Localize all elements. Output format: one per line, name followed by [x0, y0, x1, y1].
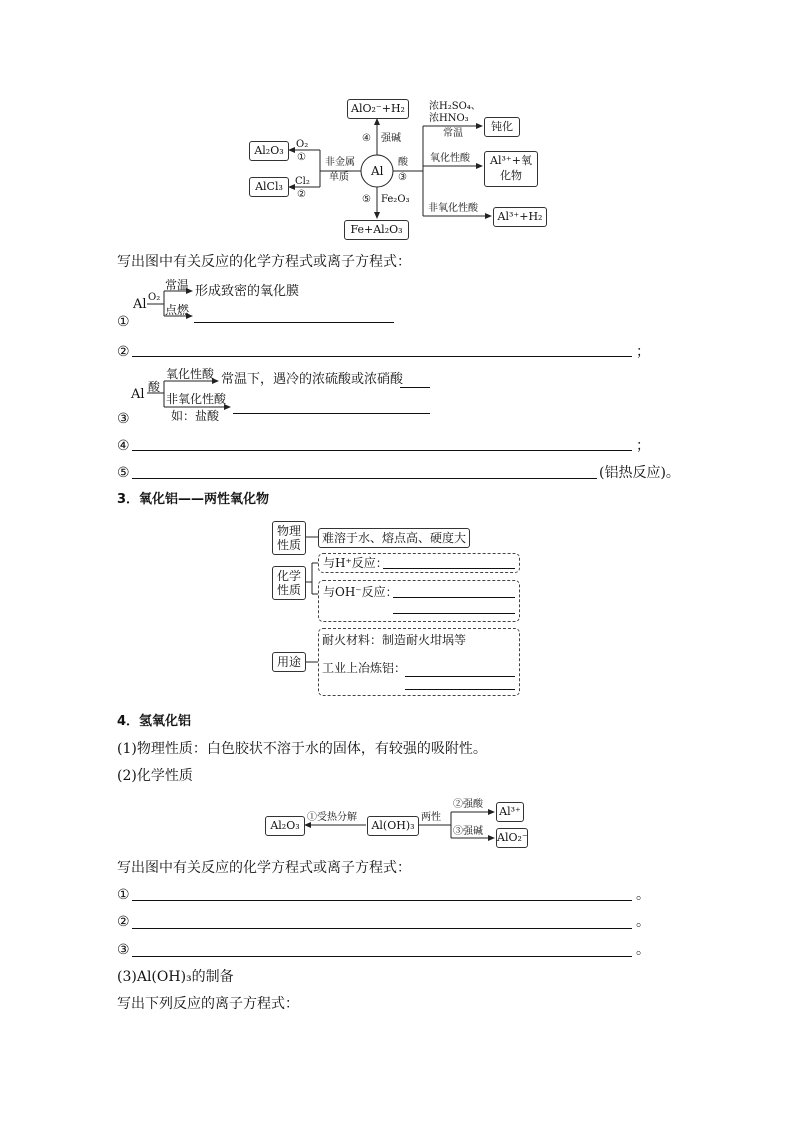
label-nonoxidizing-acid: 非氧化性酸: [428, 203, 478, 214]
answer-number: ②: [117, 344, 130, 360]
label-num-5: ⑤: [362, 194, 371, 205]
section-4-heading: 4．氢氧化铝: [117, 714, 192, 729]
o2-label: O₂: [148, 292, 161, 303]
thermite-note: (铝热反应)。: [599, 465, 680, 481]
compound-label: Al₂O₃: [270, 819, 300, 832]
ion-label: AlO₂⁻: [497, 831, 528, 844]
alumina-box: [265, 816, 305, 836]
ignite-label: 点燃: [165, 303, 190, 317]
normal-temp-label: 常温: [165, 278, 190, 292]
label-elemental: 单质: [329, 172, 349, 183]
example-hcl: 如：盐酸: [171, 409, 220, 423]
cold-concentrated-text: 常温下，遇冷的浓硫酸或浓硝酸: [221, 372, 404, 387]
strong-base-label: ③强碱: [453, 826, 483, 837]
label-strong-base: 强碱: [381, 133, 401, 144]
product-label-line2: 化物: [500, 169, 522, 182]
answer-number: ④: [117, 438, 130, 454]
aluminum-hydroxide-box: [367, 816, 419, 836]
aluminum-label: Al: [371, 164, 384, 178]
use-refractory: 耐火材料：制造耐火坩埚等: [322, 633, 467, 647]
acid-label: 酸: [148, 380, 161, 394]
label-text: 用途: [276, 655, 301, 669]
label-conc-sulfuric: 浓H₂SO₄、: [429, 101, 481, 112]
label-fe2o3: Fe₂O₃: [381, 194, 410, 205]
label-room-temp: 常温: [443, 128, 463, 139]
answer-blank-hydroxide-2[interactable]: [132, 928, 632, 929]
product-label: 钝化: [491, 120, 513, 133]
compound-label: Al(OH)₃: [371, 819, 415, 832]
semicolon: ；: [636, 438, 650, 454]
nonoxidizing-acid-label: 非氧化性酸: [166, 392, 227, 406]
al-symbol: Al: [131, 387, 145, 402]
semicolon: ；: [636, 344, 650, 360]
use-smelting: 工业上冶炼铝：: [322, 661, 407, 675]
preparation-heading: (3)Al(OH)₃的制备: [117, 969, 234, 985]
label-o2: O₂: [296, 139, 309, 150]
label-nonmetal: 非金属: [325, 157, 355, 168]
product-label: Al³⁺+H₂: [497, 210, 543, 223]
label-line1: 物理: [276, 524, 301, 538]
period: 。: [636, 942, 650, 958]
answer-number: ①: [117, 314, 130, 330]
react-h-label: 与H⁺反应：: [323, 556, 388, 570]
property-text: 难溶于水、熔点高、硬度大: [321, 531, 466, 545]
product-label: AlCl₃: [255, 180, 283, 193]
period: 。: [636, 914, 650, 930]
label-line1: 化学: [276, 569, 301, 583]
chemical-properties-heading: (2)化学性质: [117, 768, 193, 784]
label-num-2: ②: [297, 189, 306, 200]
dense-film-text: 形成致密的氧化膜: [195, 284, 300, 299]
product-label: AlO₂⁻+H₂: [351, 102, 405, 115]
product-label: Fe+Al₂O₃: [350, 223, 403, 236]
answer-number: ③: [117, 411, 130, 427]
al3-box: [496, 802, 524, 822]
label-acid: 酸: [398, 157, 408, 168]
aluminate-box: [496, 828, 528, 848]
section-3-heading: 3．氧化铝——两性氧化物: [117, 492, 270, 507]
answer-number: ⑤: [117, 465, 130, 481]
label-cl2: Cl₂: [295, 176, 310, 187]
strong-acid-label: ②强酸: [453, 799, 483, 810]
label-line2: 性质: [276, 583, 301, 597]
answer-number: ③: [117, 942, 130, 958]
label-conc-nitric: 浓HNO₃: [429, 113, 469, 124]
al-symbol: Al: [133, 297, 147, 312]
label-num-4: ④: [362, 133, 371, 144]
period: 。: [636, 887, 650, 903]
physical-properties: (1)物理性质：白色胶状不溶于水的固体，有较强的吸附性。: [117, 741, 487, 757]
label-num-1: ①: [297, 152, 306, 163]
instruction-text: 写出图中有关反应的化学方程式或离子方程式：: [117, 860, 411, 876]
product-label: Al₂O₃: [254, 144, 284, 157]
answer-blank-hydroxide-3[interactable]: [132, 956, 632, 957]
label-num-3: ③: [398, 172, 407, 183]
heat-decompose-label: ①受热分解: [307, 812, 357, 823]
oxidizing-acid-label: 氧化性酸: [166, 367, 215, 381]
instruction-text: 写出图中有关反应的化学方程式或离子方程式：: [117, 254, 411, 270]
answer-number: ②: [117, 914, 130, 930]
answer-blank-hydroxide-1[interactable]: [132, 900, 632, 901]
answer-number: ①: [117, 887, 130, 903]
ion-label: Al³⁺: [499, 805, 521, 818]
react-oh-label: 与OH⁻反应：: [323, 585, 398, 599]
amphoteric-label: 两性: [421, 812, 441, 823]
product-label-line1: Al³⁺+氧: [490, 154, 532, 167]
instruction-text: 写出下列反应的离子方程式：: [117, 996, 299, 1012]
label-oxidizing-acid: 氧化性酸: [430, 153, 470, 164]
label-line2: 性质: [276, 538, 301, 552]
